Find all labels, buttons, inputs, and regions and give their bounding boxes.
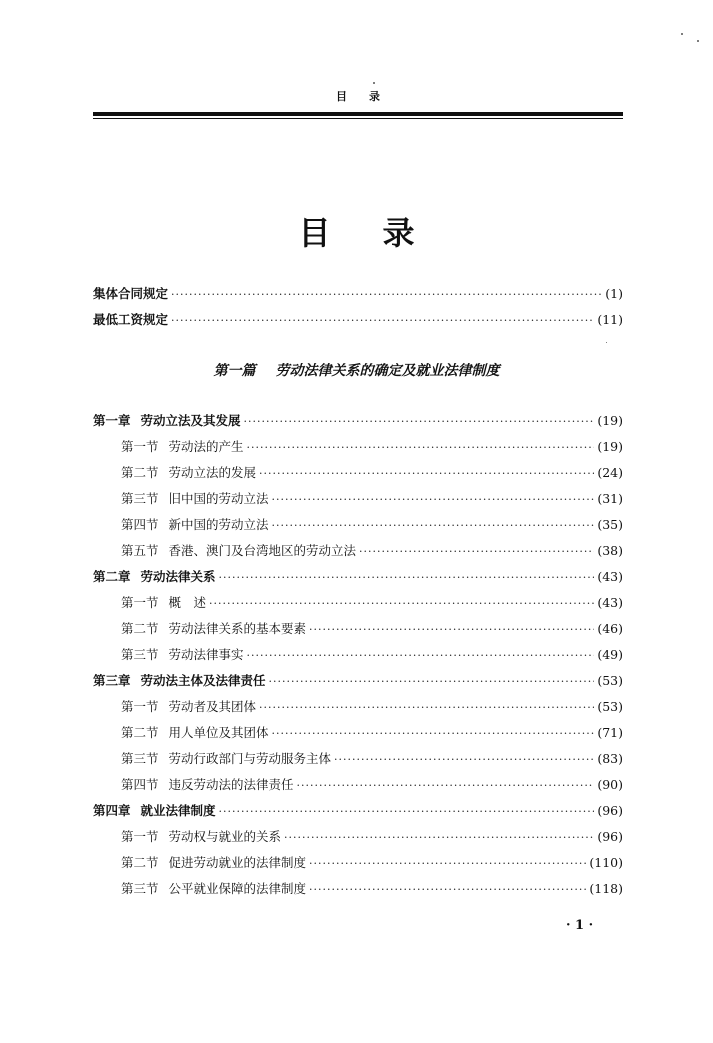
section-page: (35): [597, 517, 623, 532]
chapter-page: (53): [597, 673, 623, 688]
toc-entry-page: (1): [605, 286, 623, 301]
leader-dots: [171, 288, 602, 301]
section-page: (19): [597, 439, 623, 454]
toc-chapter[interactable]: [93, 801, 623, 821]
toc-section[interactable]: [121, 489, 623, 509]
section-title: 劳动法的产生: [168, 439, 244, 454]
toc-section[interactable]: [121, 879, 623, 899]
leader-dots: [171, 314, 594, 327]
running-header: [93, 88, 623, 104]
leader-dots: [272, 519, 595, 532]
section-label: 第二节: [121, 725, 159, 740]
toc-chapter[interactable]: [93, 411, 623, 431]
scan-speck: [606, 342, 607, 343]
leader-dots: [247, 441, 595, 454]
section-label: 第四节: [121, 517, 159, 532]
header-rule-thick: [93, 112, 623, 116]
toc-section[interactable]: [121, 593, 623, 613]
leader-dots: [219, 571, 595, 584]
section-page: (43): [597, 595, 623, 610]
section-title: 劳动行政部门与劳动服务主体: [168, 751, 332, 766]
leader-dots: [259, 701, 594, 714]
section-page: (53): [597, 699, 623, 714]
toc-section[interactable]: [121, 645, 623, 665]
leader-dots: [297, 779, 595, 792]
leader-dots: [244, 415, 595, 428]
leader-dots: [247, 649, 595, 662]
section-label: 第二节: [121, 465, 159, 480]
toc-entry-title: 最低工资规定: [93, 312, 169, 327]
toc-entry-page: (11): [597, 312, 623, 327]
toc-entry-title: 集体合同规定: [93, 286, 169, 301]
section-label: 第三节: [121, 491, 159, 506]
chapter-page: (19): [597, 413, 623, 428]
section-title: 劳动者及其团体: [168, 699, 257, 714]
leader-dots: [272, 493, 595, 506]
chapter-label: 第四章: [93, 803, 131, 818]
section-title: 公平就业保障的法律制度: [168, 881, 307, 896]
toc-section[interactable]: [121, 697, 623, 717]
part-label: 第一篇: [213, 363, 256, 379]
leader-dots: [309, 857, 586, 870]
section-label: 第一节: [121, 439, 159, 454]
section-title: 新中国的劳动立法: [168, 517, 269, 532]
leader-dots: [209, 597, 594, 610]
part-heading: [0, 360, 713, 380]
section-label: 第二节: [121, 621, 159, 636]
section-title: 香港、澳门及台湾地区的劳动立法: [168, 543, 357, 558]
leader-dots: [272, 727, 595, 740]
toc-section[interactable]: [121, 723, 623, 743]
section-page: (118): [589, 881, 623, 896]
leader-dots: [359, 545, 594, 558]
section-page: (24): [597, 465, 623, 480]
toc-section[interactable]: [121, 827, 623, 847]
section-label: 第一节: [121, 595, 159, 610]
section-title: 旧中国的劳动立法: [168, 491, 269, 506]
chapter-label: 第三章: [93, 673, 131, 688]
section-label: 第三节: [121, 647, 159, 662]
leader-dots: [284, 831, 594, 844]
leader-dots: [334, 753, 594, 766]
leader-dots: [269, 675, 595, 688]
section-page: (49): [597, 647, 623, 662]
section-title: 概 述: [168, 595, 207, 610]
section-page: (83): [597, 751, 623, 766]
chapter-title: 劳动立法及其发展: [140, 413, 241, 428]
section-title: 违反劳动法的法律责任: [168, 777, 294, 792]
part-title: 劳动法律关系的确定及就业法律制度: [275, 363, 500, 379]
running-header-part2: 录: [369, 90, 380, 103]
chapter-title: 劳动法主体及法律责任: [140, 673, 266, 688]
chapter-title: 劳动法律关系: [140, 569, 216, 584]
running-header-part1: 目: [336, 90, 347, 103]
section-title: 劳动法律关系的基本要素: [168, 621, 307, 636]
section-page: (46): [597, 621, 623, 636]
toc-section[interactable]: [121, 619, 623, 639]
chapter-page: (43): [597, 569, 623, 584]
section-label: 第五节: [121, 543, 159, 558]
section-page: (38): [597, 543, 623, 558]
toc-section[interactable]: [121, 463, 623, 483]
section-label: 第三节: [121, 881, 159, 896]
section-label: 第二节: [121, 855, 159, 870]
toc-section[interactable]: [121, 541, 623, 561]
page-title: [0, 208, 713, 254]
toc-entry-front[interactable]: [93, 284, 623, 304]
section-title: 促进劳动就业的法律制度: [168, 855, 307, 870]
scan-speck: [681, 33, 683, 35]
scan-speck: [697, 40, 699, 42]
toc-section[interactable]: [121, 437, 623, 457]
chapter-label: 第一章: [93, 413, 131, 428]
toc-section[interactable]: [121, 515, 623, 535]
toc-section[interactable]: [121, 853, 623, 873]
toc-entry-front[interactable]: [93, 310, 623, 330]
section-title: 劳动法律事实: [168, 647, 244, 662]
chapter-title: 就业法律制度: [140, 803, 216, 818]
section-label: 第三节: [121, 751, 159, 766]
toc-chapter[interactable]: [93, 671, 623, 691]
leader-dots: [259, 467, 594, 480]
chapter-label: 第二章: [93, 569, 131, 584]
page-title-part1: 目: [298, 214, 331, 252]
leader-dots: [219, 805, 595, 818]
section-page: (90): [597, 777, 623, 792]
leader-dots: [309, 623, 594, 636]
section-title: 用人单位及其团体: [168, 725, 269, 740]
section-label: 第四节: [121, 777, 159, 792]
toc-section[interactable]: [121, 775, 623, 795]
page-number: · 1 ·: [566, 918, 594, 933]
page-title-part2: 录: [382, 214, 415, 252]
section-page: (96): [597, 829, 623, 844]
section-title: 劳动权与就业的关系: [168, 829, 282, 844]
section-page: (71): [597, 725, 623, 740]
section-page: (110): [589, 855, 623, 870]
toc-section[interactable]: [121, 749, 623, 769]
section-title: 劳动立法的发展: [168, 465, 257, 480]
scan-speck: [373, 82, 375, 84]
section-label: 第一节: [121, 829, 159, 844]
toc-chapter[interactable]: [93, 567, 623, 587]
section-page: (31): [597, 491, 623, 506]
chapter-page: (96): [597, 803, 623, 818]
header-rule-thin: [93, 118, 623, 119]
leader-dots: [309, 883, 586, 896]
section-label: 第一节: [121, 699, 159, 714]
